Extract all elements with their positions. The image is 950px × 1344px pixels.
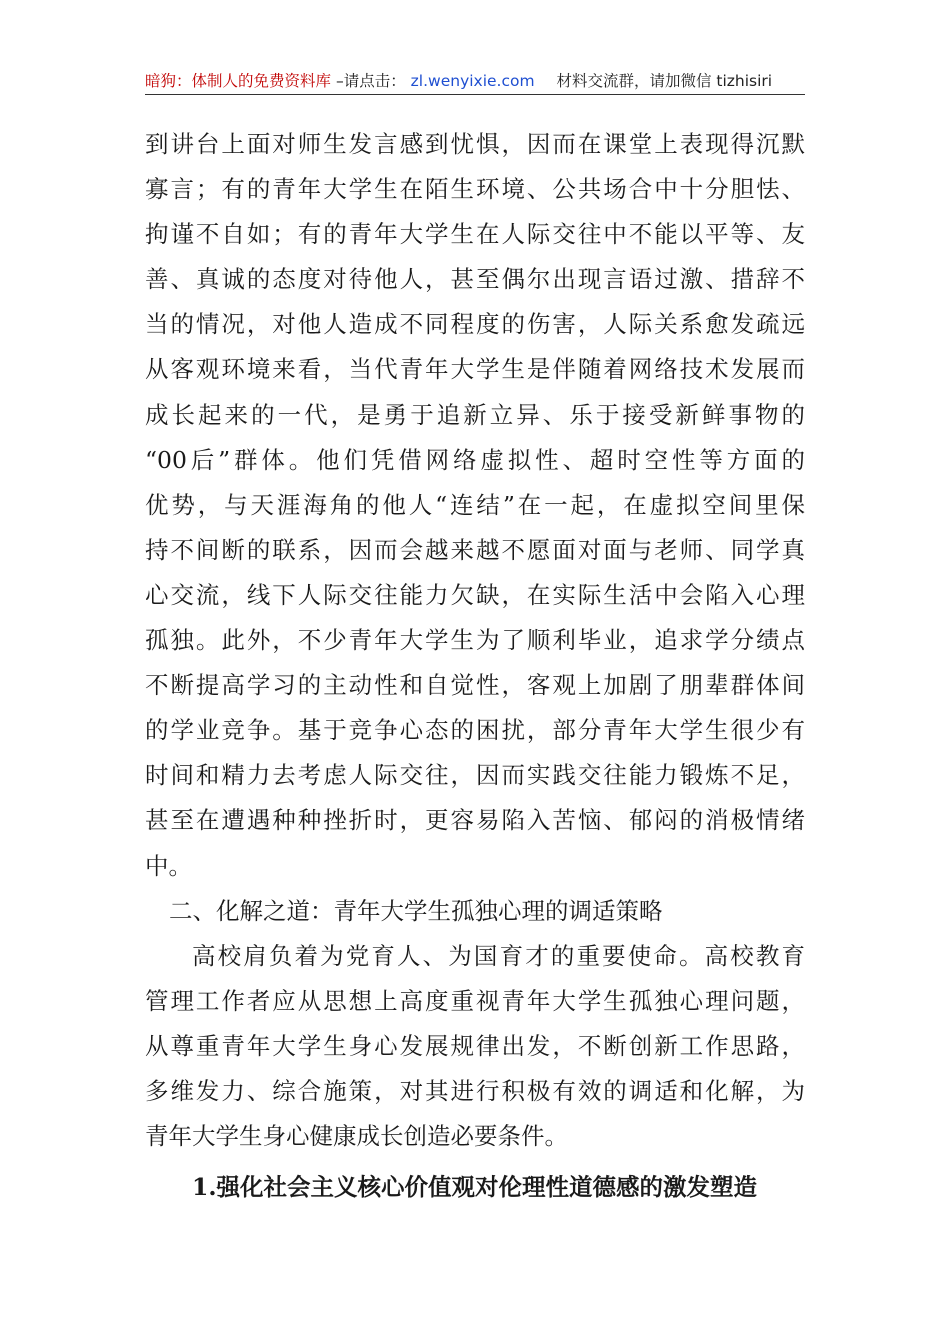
- header-url-link[interactable]: zl.wenyixie.com: [410, 72, 535, 90]
- subsection-heading: 1.强化社会主义核心价值观对伦理性道德感的激发塑造: [192, 1173, 758, 1202]
- paragraph-line: 不断提高学习的主动性和自觉性，客观上加剧了朋辈群体间: [145, 671, 805, 700]
- paragraph-line: “00后”群体。他们凭借网络虚拟性、超时空性等方面的: [145, 445, 805, 474]
- paragraph-line: 寡言；有的青年大学生在陌生环境、公共场合中十分胆怯、: [145, 175, 805, 204]
- paragraph-line: 到讲台上面对师生发言感到忧惧，因而在课堂上表现得沉默: [145, 130, 805, 158]
- paragraph-line: 孤独。此外，不少青年大学生为了顺利毕业，追求学分绩点: [145, 626, 805, 655]
- paragraph-line: 成长起来的一代，是勇于追新立异、乐于接受新鲜事物的: [145, 400, 805, 429]
- paragraph-line: 心交流，线下人际交往能力欠缺，在实际生活中会陷入心理: [145, 580, 805, 609]
- paragraph-line: 甚至在遭遇种种挫折时，更容易陷入苦恼、郁闷的消极情绪: [145, 806, 805, 835]
- paragraph-line: 持不间断的联系，因而会越来越不愿面对面与老师、同学真: [145, 535, 805, 564]
- paragraph-line: 多维发力、综合施策，对其进行积极有效的调适和化解，为: [145, 1076, 805, 1105]
- header-contact: 材料交流群，请加微信 tizhisiri: [556, 72, 773, 90]
- page-header: [145, 68, 805, 95]
- paragraph-line: 中。: [145, 851, 192, 880]
- paragraph-line: 时间和精力去考虑人际交往，因而实践交往能力锻炼不足，: [145, 761, 805, 790]
- paragraph-line: 青年大学生身心健康成长创造必要条件。: [145, 1122, 568, 1151]
- paragraph-line: 拘谨不自如；有的青年大学生在人际交往中不能以平等、友: [145, 220, 805, 249]
- section-heading: 二、化解之道：青年大学生孤独心理的调适策略: [169, 896, 663, 925]
- paragraph-line: 从客观环境来看，当代青年大学生是伴随着网络技术发展而: [145, 355, 805, 384]
- paragraph-line: 管理工作者应从思想上高度重视青年大学生孤独心理问题，: [145, 986, 805, 1015]
- paragraph-line: 善、真诚的态度对待他人，甚至偶尔出现言语过激、措辞不: [145, 265, 805, 294]
- paragraph-line: 优势，与天涯海角的他人“连结”在一起，在虚拟空间里保: [145, 490, 805, 519]
- header-prompt: –请点击：: [335, 72, 406, 90]
- paragraph-line: 高校肩负着为党育人、为国育才的重要使命。高校教育: [192, 941, 805, 970]
- paragraph-line: 的学业竞争。基于竞争心态的困扰，部分青年大学生很少有: [145, 716, 805, 745]
- document-body: [145, 122, 805, 1210]
- header-brand: 暗狗：体制人的免费资料库: [145, 72, 332, 90]
- paragraph-line: 从尊重青年大学生身心发展规律出发，不断创新工作思路，: [145, 1031, 805, 1060]
- paragraph-line: 当的情况，对他人造成不同程度的伤害，人际关系愈发疏远: [145, 310, 805, 339]
